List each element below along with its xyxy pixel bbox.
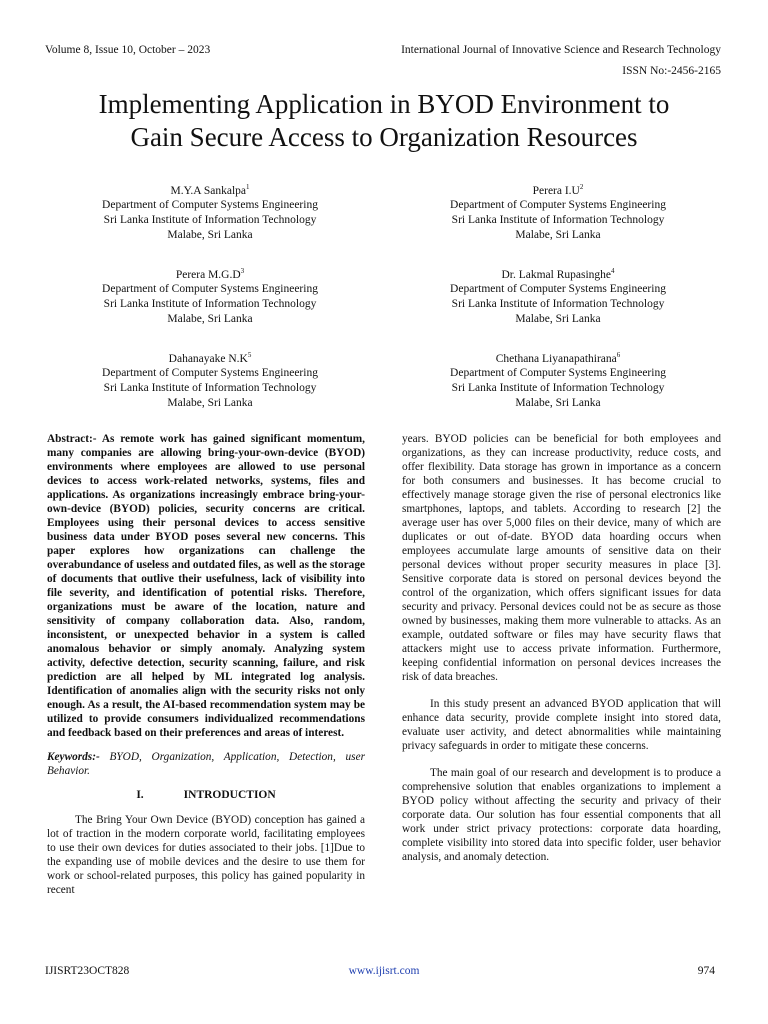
paper-code: IJISRT23OCT828 xyxy=(45,965,130,977)
author-4 xyxy=(393,264,723,326)
author-6 xyxy=(393,348,723,410)
journal-url[interactable]: www.ijisrt.com xyxy=(348,965,420,977)
author-name: M.Y.A Sankalpa xyxy=(170,184,246,197)
author-dept: Department of Computer Systems Engineering xyxy=(450,367,666,380)
keywords xyxy=(47,750,365,778)
page-number: 974 xyxy=(697,965,715,977)
author-sup: 3 xyxy=(240,267,245,275)
title-line-2: Gain Secure Access to Organization Resources xyxy=(130,122,638,152)
body-paragraph-1: years. BYOD policies can be beneficial for both employees and organizations, as they can increase productivity, reduce costs, and offer flexibility. Data storage has grown in importance as a concern for both consumers and businesses. It has become crucial to effectively manage storage given the rise of personal electronics like smartphones, laptops, and tablets. According to research [2] the average user has over 5,000 files on their device, many of which are duplicates or out of-date. BYOD data hoarding occurs when employees accumulate large amounts of sensitive data on their personal devices without proper security measures in place [3]. Sensitive corporate data is stored on personal devices beyond the control of the organization, which offers significant issues for data security and privacy. Personal devices could not be as secure as those owned by businesses, making them more vulnerable to attacks. As an example, outdated software or files may have security flaws that attackers might use to access private information. Furthermore, keeping confidential information on personal devices increases the risk of data breaches. xyxy=(402,433,721,683)
author-institution: Sri Lanka Institute of Information Technology xyxy=(103,382,317,395)
issn: ISSN No:-2456-2165 xyxy=(622,65,721,77)
left-column xyxy=(47,432,365,897)
author-name: Chethana Liyanapathirana xyxy=(495,352,617,365)
author-sup: 5 xyxy=(247,351,252,359)
author-location: Malabe, Sri Lanka xyxy=(515,228,601,241)
abstract: Abstract:- As remote work has gained significant momentum, many companies are allowing bring-your-own-device (BYOD) environments where employees are allowed to use personal devices to access work-related networks, systems, files and applications. As organizations increasingly embrace bring-your-own-device (BYOD) policies, security concerns are critical. Employees using their personal devices to access sensitive business data under BYOD poses several new concerns. This paper explores how organizations can challenge the overabundance of useless and outdated files, as well as the storage of documents that outlive their usefulness, lack of visibility into file severity, and identification of potential risks. Therefore, organizations must be aware of the location, nature and sensitivity of company collaboration data. Also, random, inconsistent, or unexpected behavior in a system is called anomalous behavior or simply anomaly. Analyzing system activity, defective detection, security scanning, failure, and risk prediction are all helped by ML integrated log analysis. Identification of anomalies align with the security risks not only enough. As a result, the AI-based recommendation system may be utilized to provide consumers individualized recommendations and feedback based on their preferences and areas of interest. xyxy=(47,433,365,739)
author-name: Dr. Lakmal Rupasinghe xyxy=(501,268,612,281)
author-sup: 1 xyxy=(246,183,250,191)
author-3 xyxy=(45,264,375,326)
author-1 xyxy=(45,180,375,242)
author-sup: 6 xyxy=(616,351,621,359)
right-column xyxy=(402,432,721,877)
author-dept: Department of Computer Systems Engineering xyxy=(102,199,318,212)
author-institution: Sri Lanka Institute of Information Technology xyxy=(451,382,665,395)
author-name: Perera M.G.D xyxy=(175,268,241,281)
author-location: Malabe, Sri Lanka xyxy=(515,396,601,409)
section-heading xyxy=(47,788,365,802)
author-5 xyxy=(45,348,375,410)
author-dept: Department of Computer Systems Engineering xyxy=(102,283,318,296)
author-name: Perera I.U xyxy=(532,184,580,197)
body-paragraph-2: In this study present an advanced BYOD application that will enhance data security, provide complete insight into stored data, evaluate user activity, and detect abnormalities while maintaining privacy safeguards in order to mitigate these concerns. xyxy=(402,698,721,752)
author-institution: Sri Lanka Institute of Information Technology xyxy=(103,214,317,227)
author-location: Malabe, Sri Lanka xyxy=(167,228,253,241)
keywords-label: Keywords:- xyxy=(47,751,100,763)
author-location: Malabe, Sri Lanka xyxy=(515,312,601,325)
author-institution: Sri Lanka Institute of Information Technology xyxy=(103,298,317,311)
author-location: Malabe, Sri Lanka xyxy=(167,312,253,325)
author-dept: Department of Computer Systems Engineering xyxy=(450,283,666,296)
author-sup: 2 xyxy=(579,183,584,191)
author-institution: Sri Lanka Institute of Information Technology xyxy=(451,298,665,311)
section-number: I. xyxy=(136,789,144,801)
author-sup: 4 xyxy=(611,267,615,275)
section-title: INTRODUCTION xyxy=(183,789,276,801)
author-name: Dahanayake N.K xyxy=(168,352,248,365)
keywords-text: BYOD, Organization, Application, Detection, user Behavior. xyxy=(47,751,365,777)
author-dept: Department of Computer Systems Engineering xyxy=(102,367,318,380)
volume-info: Volume 8, Issue 10, October – 2023 xyxy=(45,44,211,56)
paper-title xyxy=(20,88,748,154)
body-paragraph-3: The main goal of our research and development is to produce a comprehensive solution that enables organizations to implement a BYOD policy without affecting the security and privacy of their corporate data. Our solution has four essential components that all work under strict privacy protections: corporate data hoarding, complete visibility into stored data into specific folder, user behavior analysis, and anomaly detection. xyxy=(402,767,721,863)
intro-paragraph: The Bring Your Own Device (BYOD) conception has gained a lot of traction in the modern corporate world, facilitating employees to use their own devices for duties associated to their jobs. [1]Due to the expanding use of mobile devices and the desire to use them for work or school-related purposes, this policy has gained popularity in recent xyxy=(47,814,365,896)
author-2 xyxy=(393,180,723,242)
author-institution: Sri Lanka Institute of Information Technology xyxy=(451,214,665,227)
title-line-1: Implementing Application in BYOD Environment to xyxy=(98,89,670,119)
author-dept: Department of Computer Systems Engineering xyxy=(450,199,666,212)
author-location: Malabe, Sri Lanka xyxy=(167,396,253,409)
journal-name: International Journal of Innovative Science and Research Technology xyxy=(401,44,721,56)
